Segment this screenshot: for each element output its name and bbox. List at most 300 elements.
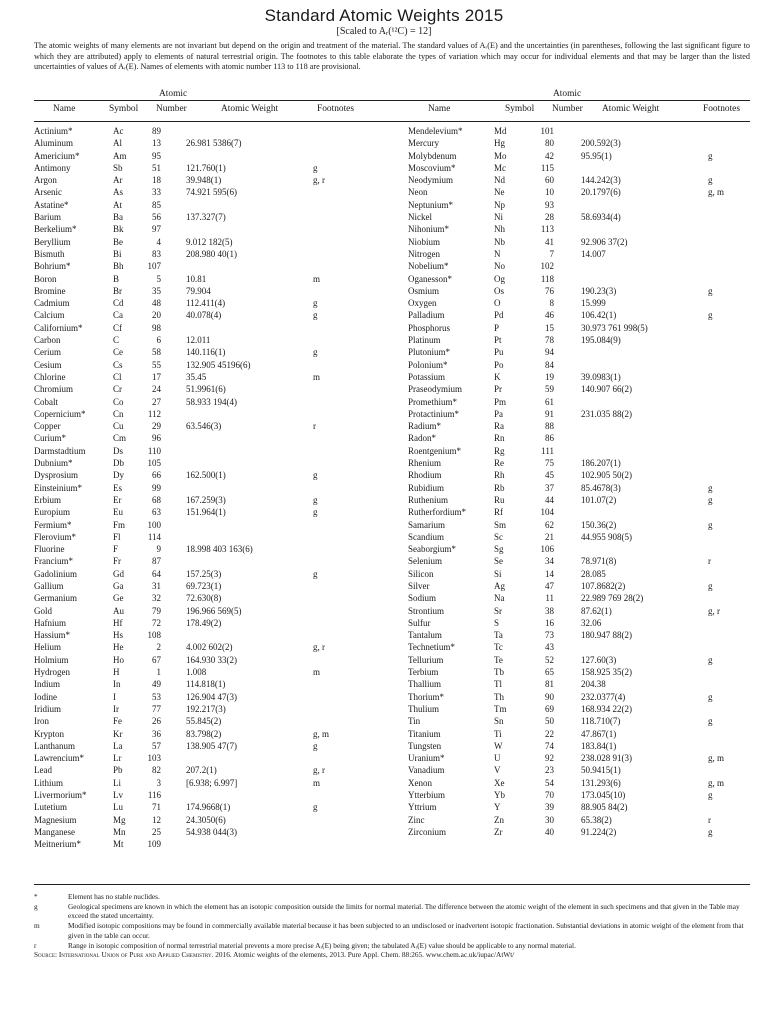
element-weight: 65.38(2) [581,814,612,825]
element-symbol: Re [494,458,504,469]
element-name: Vanadium [408,765,445,776]
element-symbol: Th [494,691,504,702]
element-name: Chlorine [34,371,66,382]
element-weight: 10.81 [186,273,207,284]
element-name: Americium* [34,150,80,161]
element-number: 21 [545,531,554,542]
element-symbol: Cs [113,359,123,370]
element-name: Tin [408,716,421,727]
element-name: Copper [34,421,61,432]
element-number: 27 [152,396,161,407]
element-row [34,186,374,198]
element-symbol: H [113,667,120,678]
element-number: 52 [545,654,554,665]
element-weight: 9.012 182(5) [186,236,233,247]
element-number: 61 [545,396,554,407]
element-name: Niobium [408,236,441,247]
element-number: 35 [152,285,161,296]
element-name: Cerium [34,347,61,358]
element-number: 49 [152,679,161,690]
element-row [34,445,374,457]
element-symbol: Nd [494,175,505,186]
element-name: Neon [408,187,428,198]
element-weight: 131.293(6) [581,777,621,788]
element-weight: 144.242(3) [581,175,621,186]
page-subtitle: [Scaled to Aᵣ(¹²C) = 12] [336,26,432,37]
element-name: Lead [34,765,52,776]
element-row [408,137,753,149]
element-weight: 72.630(8) [186,593,222,604]
left-header-name: Name [53,104,76,114]
element-row [408,580,753,592]
element-name: Silver [408,580,430,591]
element-name: Selenium [408,556,442,567]
left-header-number: Number [156,104,187,114]
element-name: Iron [34,716,49,727]
element-number: 69 [545,703,554,714]
footnote-mark: g [34,901,38,911]
element-symbol: Ds [113,445,124,456]
element-row [408,728,753,740]
element-number: 53 [152,691,161,702]
element-name: Rhenium [408,458,441,469]
element-name: Strontium [408,605,445,616]
element-number: 76 [545,285,554,296]
element-weight: 196.966 569(5) [186,605,242,616]
element-row [34,359,374,371]
element-number: 23 [545,765,554,776]
element-name: Lithium [34,777,63,788]
element-row [408,248,753,260]
element-symbol: F [113,544,119,555]
element-row [408,777,753,789]
element-name: Gallium [34,580,64,591]
element-footnotes: m [313,667,321,678]
element-weight: 54.938 044(3) [186,826,237,837]
element-symbol: Cu [113,421,124,432]
element-symbol: Pm [494,396,507,407]
element-weight: 140.907 66(2) [581,384,632,395]
element-name: Molybdenum [408,150,457,161]
element-weight: 164.930 33(2) [186,654,237,665]
element-number: 90 [545,691,554,702]
element-row [34,260,374,272]
element-weight: 87.62(1) [581,605,612,616]
element-name: Palladium [408,310,445,321]
element-footnotes: g, r [313,642,325,653]
element-number: 14 [545,568,554,579]
left-header-footnotes: Footnotes [317,104,354,114]
element-number: 97 [152,224,161,235]
element-row [34,691,374,703]
element-footnotes: g [708,494,713,505]
element-name: Xenon [408,777,432,788]
element-number: 33 [152,187,161,198]
element-symbol: Xe [494,777,505,788]
element-symbol: Sg [494,544,504,555]
element-symbol: In [113,679,121,690]
element-weight: 63.546(3) [186,421,222,432]
element-symbol: Ba [113,212,123,223]
element-weight: 30.973 761 998(5) [581,322,648,333]
element-row [408,297,753,309]
element-symbol: S [494,617,500,628]
element-name: Phosphorus [408,322,451,333]
element-number: 99 [152,482,161,493]
element-number: 63 [152,507,161,518]
element-symbol: Ir [113,703,119,714]
element-row [34,494,374,506]
element-symbol: Co [113,396,124,407]
element-number: 31 [152,580,161,591]
element-weight: 101.07(2) [581,494,617,505]
element-weight: 106.42(1) [581,310,617,321]
right-header-atomic: Atomic [553,89,582,99]
element-row [34,223,374,235]
element-number: 25 [152,826,161,837]
element-weight: 151.964(1) [186,507,226,518]
element-row [34,740,374,752]
element-footnotes: g [313,162,318,173]
element-symbol: Mt [113,839,124,850]
element-row [408,457,753,469]
element-name: Thorium* [408,691,444,702]
element-row [408,383,753,395]
intro-paragraph: The atomic weights of many elements are not invariant but depend on the origin and treatment of the material. The standard values of Aᵣ(E) and the uncertainties (in parentheses, following the last significant figure to which they are attributed) apply to elements of natural terrestrial origin. The footnotes to this table elaborate the types of variation which may occur for individual elements and that may be larger than the listed uncertainties of values of Aᵣ(E). Names of elements with atomic number 113 to 118 are provisional. [34,41,750,72]
element-weight: 208.980 40(1) [186,248,237,259]
element-name: Nickel [408,212,432,223]
element-row [34,801,374,813]
table-bottom-rule [34,884,750,885]
element-footnotes: g [708,150,713,161]
element-number: 102 [540,261,554,272]
element-symbol: Rg [494,445,505,456]
element-number: 17 [152,371,161,382]
element-name: Neptunium* [408,199,453,210]
element-weight: 118.710(7) [581,716,621,727]
element-name: Darmstadtium [34,445,86,456]
element-row [34,641,374,653]
element-footnotes: m [313,371,321,382]
element-symbol: Mo [494,150,507,161]
element-name: Astatine* [34,199,69,210]
element-symbol: I [113,691,116,702]
element-weight: 132.905 45196(6) [186,359,251,370]
element-name: Copernicium* [34,408,86,419]
element-number: 77 [152,703,161,714]
element-footnotes: g, m [708,187,725,198]
right-header-number: Number [552,104,583,114]
element-weight: 39.0983(1) [581,371,621,382]
element-name: Europium [34,507,70,518]
element-row [34,334,374,346]
element-name: Roentgenium* [408,445,461,456]
element-name: Cesium [34,359,62,370]
footnote-text: Modified isotopic compositions may be found in commercially available material because it has been subjected to an undisclosed or inadvertent isotopic fractionation. Substantial deviations in atomic weight of the element from that given in the table can occur. [68,921,744,940]
element-number: 38 [545,605,554,616]
element-row [34,666,374,678]
footnote-mark: m [34,921,40,931]
element-row [408,789,753,801]
element-name: Nihonium* [408,224,450,235]
element-row [408,162,753,174]
element-symbol: No [494,261,505,272]
element-weight: 20.1797(6) [581,187,621,198]
element-row [34,285,374,297]
element-symbol: Bi [113,248,122,259]
element-row [34,506,374,518]
element-symbol: Ac [113,126,124,136]
element-footnotes: g [708,482,713,493]
element-symbol: Eu [113,507,123,518]
element-weight: 14.007 [581,248,606,259]
element-name: Hydrogen [34,667,70,678]
element-weight: 28.085 [581,568,606,579]
element-number: 118 [540,273,554,284]
element-row [34,568,374,580]
element-footnotes: g [708,580,713,591]
element-name: Uranium* [408,753,445,764]
element-weight: 4.002 602(2) [186,642,233,653]
element-row [408,482,753,494]
element-number: 108 [147,630,161,641]
element-symbol: Rf [494,507,503,518]
element-number: 103 [147,753,161,764]
element-name: Mendelevium* [408,126,463,136]
element-row [408,666,753,678]
element-symbol: Zn [494,814,504,825]
element-name: Neodymium [408,175,453,186]
element-row [408,506,753,518]
element-weight: 168.934 22(2) [581,703,632,714]
element-weight: 180.947 88(2) [581,630,632,641]
element-footnotes: g [708,310,713,321]
element-name: Silicon [408,568,434,579]
element-weight: 58.6934(4) [581,212,621,223]
element-symbol: Nh [494,224,505,235]
element-symbol: Ne [494,187,505,198]
element-row [408,764,753,776]
element-row [408,543,753,555]
element-row [408,125,753,137]
footnote-mark: r [34,940,37,950]
element-number: 50 [545,716,554,727]
element-weight: 183.84(1) [581,740,617,751]
element-number: 107 [147,261,161,272]
element-footnotes: r [313,421,316,432]
element-symbol: Os [494,285,505,296]
element-row [408,186,753,198]
element-name: Polonium* [408,359,448,370]
element-weight: 114.818(1) [186,679,226,690]
element-row [34,125,374,137]
element-name: Potassium [408,371,446,382]
element-weight: 207.2(1) [186,765,217,776]
header-bottom-rule [34,121,750,122]
element-row [34,715,374,727]
element-number: 98 [152,322,161,333]
element-symbol: Sr [494,605,503,616]
element-name: Erbium [34,494,61,505]
element-number: 66 [152,470,161,481]
element-name: Argon [34,175,57,186]
element-footnotes: g [708,519,713,530]
element-number: 83 [152,248,161,259]
element-symbol: La [113,740,123,751]
element-name: Helium [34,642,61,653]
element-symbol: K [494,371,501,382]
right-element-table [408,125,753,838]
element-row [34,605,374,617]
element-symbol: Al [113,138,122,149]
element-number: 104 [540,507,554,518]
element-symbol: O [494,298,501,309]
element-symbol: P [494,322,500,333]
element-name: Tellurium [408,654,444,665]
left-header-atomic: Atomic [159,89,188,99]
element-name: Sodium [408,593,437,604]
element-row [408,199,753,211]
element-number: 64 [152,568,161,579]
element-symbol: Er [113,494,122,505]
element-symbol: Mc [494,162,506,173]
element-name: Magnesium [34,814,77,825]
element-number: 51 [152,162,161,173]
element-name: Platinum [408,335,441,346]
element-row [408,346,753,358]
element-row [408,420,753,432]
element-number: 72 [152,617,161,628]
element-symbol: Bk [113,224,124,235]
element-name: Zirconium [408,826,446,837]
element-footnotes: g [313,568,318,579]
element-weight: 178.49(2) [186,617,222,628]
header-top-rule [34,100,750,101]
element-number: 71 [152,802,161,813]
element-name: Indium [34,679,60,690]
element-row [34,617,374,629]
element-symbol: Au [113,605,124,616]
element-symbol: Kr [113,728,123,739]
element-weight: 174.9668(1) [186,802,231,813]
element-symbol: Ra [494,421,504,432]
element-symbol: Lv [113,790,123,801]
element-row [408,445,753,457]
element-number: 68 [152,494,161,505]
footnote [34,941,750,951]
element-symbol: N [494,248,501,259]
element-number: 111 [541,445,554,456]
element-weight: 24.3050(6) [186,814,226,825]
element-row [408,605,753,617]
element-symbol: Pa [494,408,503,419]
element-symbol: W [494,740,503,751]
element-number: 112 [147,408,161,419]
element-number: 15 [545,322,554,333]
element-number: 41 [545,236,554,247]
element-number: 1 [156,667,161,678]
footnotes-section [34,892,750,960]
element-name: Calcium [34,310,65,321]
element-row [408,740,753,752]
element-name: Curium* [34,433,67,444]
element-symbol: Tb [494,667,504,678]
element-name: Terbium [408,667,439,678]
element-number: 82 [152,765,161,776]
element-symbol: Zr [494,826,503,837]
element-weight: 162.500(1) [186,470,226,481]
element-weight: 137.327(7) [186,212,226,223]
element-row [34,457,374,469]
element-weight: 157.25(3) [186,568,222,579]
element-number: 116 [147,790,161,801]
element-name: Promethium* [408,396,457,407]
element-footnotes: g [313,310,318,321]
source-org: International Union of Pure and Applied Chemistry [58,950,212,960]
footnote [34,892,750,902]
element-row [408,322,753,334]
element-name: Sulfur [408,617,431,628]
element-symbol: Y [494,802,501,813]
element-row [408,494,753,506]
element-symbol: Md [494,126,507,136]
element-symbol: Np [494,199,505,210]
element-row [34,236,374,248]
element-number: 26 [152,716,161,727]
element-symbol: Pd [494,310,504,321]
element-row [408,801,753,813]
element-name: Flerovium* [34,531,76,542]
element-footnotes: m [313,777,321,788]
element-name: Berkelium* [34,224,77,235]
element-number: 101 [540,126,554,136]
element-number: 37 [545,482,554,493]
element-weight: 40.078(4) [186,310,222,321]
element-symbol: Rn [494,433,505,444]
element-symbol: Fm [113,519,126,530]
element-footnotes: r [708,556,711,567]
element-symbol: Ga [113,580,124,591]
element-number: 93 [545,199,554,210]
element-number: 94 [545,347,554,358]
element-number: 60 [545,175,554,186]
element-weight: [6.938; 6.997] [186,777,238,788]
element-symbol: Db [113,458,124,469]
element-number: 78 [545,335,554,346]
element-row [34,297,374,309]
element-symbol: Ta [494,630,503,641]
element-symbol: Dy [113,470,124,481]
element-number: 110 [147,445,161,456]
element-row [408,359,753,371]
element-number: 28 [545,212,554,223]
element-name: Cobalt [34,396,58,407]
element-name: Oxygen [408,298,437,309]
element-row [34,383,374,395]
element-name: Iodine [34,691,57,702]
element-name: Barium [34,212,61,223]
element-row [34,752,374,764]
element-symbol: Tc [494,642,503,653]
element-name: Germanium [34,593,77,604]
element-weight: 83.798(2) [186,728,222,739]
element-name: Manganese [34,826,75,837]
element-row [34,137,374,149]
element-number: 85 [152,199,161,210]
element-number: 81 [545,679,554,690]
element-weight: 74.921 595(6) [186,187,237,198]
footnote-text: Element has no stable nuclides. [68,892,160,901]
